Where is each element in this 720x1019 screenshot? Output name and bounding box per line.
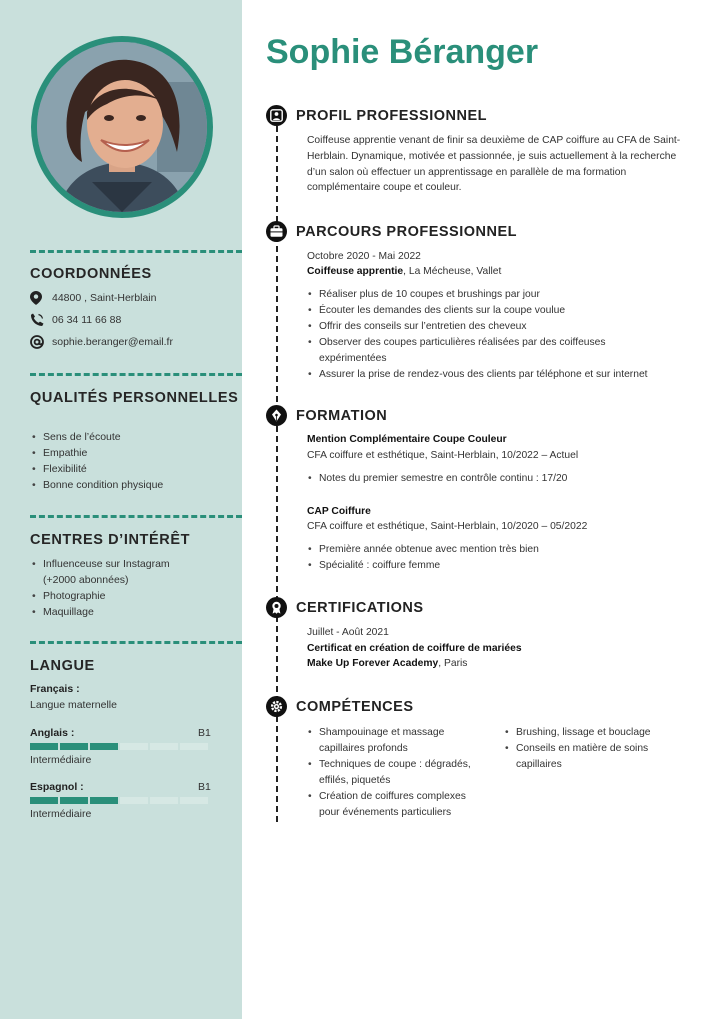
pen-nib-icon: [270, 409, 283, 422]
experience-heading: PARCOURS PROFESSIONNEL: [296, 224, 518, 240]
list-item: • Première année obtenue avec mention très bien: [307, 542, 539, 558]
list-item: • Techniques de coupe : dégradés,: [307, 757, 497, 773]
list-item: • Brushing, lissage et bouclage: [504, 725, 694, 741]
degree-school: CFA coiffure et esthétique, Saint-Herblain, 10/2020 – 05/2022: [307, 521, 588, 532]
level-segment-filled: [60, 797, 88, 804]
qualities-heading: QUALITÉS PERSONNELLES: [30, 390, 239, 406]
list-item: • Spécialité : coiffure femme: [307, 558, 539, 574]
certification-org: Make Up Forever Academy: [307, 658, 439, 669]
contact-heading: COORDONNÉES: [30, 266, 152, 282]
divider: [30, 250, 242, 253]
experience-role-line: [307, 266, 501, 277]
certification-name: Certificat en création de coiffure de mariées: [307, 643, 522, 654]
profile-photo-frame: [31, 36, 213, 218]
briefcase-icon: [270, 225, 283, 238]
list-item: • Observer des coupes particulières réalisées par des coiffeuses: [307, 335, 648, 351]
profile-text: Coiffeuse apprentie venant de finir sa deuxième de CAP coiffure au CFA de Saint-Herblain. Dynamique, motivée et passionnée, je suis actuellement à la recherche d’un salon où effectuer un apprentissage en parallèle de ma formation complémentaire coupe et couleur.: [307, 135, 681, 194]
level-segment-filled: [30, 797, 58, 804]
interests-list: [30, 556, 170, 620]
level-segment-empty: [150, 797, 178, 804]
list-item-continuation: (+2000 abonnées): [43, 574, 129, 586]
list-item: • Création de coiffures complexes: [307, 789, 497, 805]
address-item: [30, 291, 230, 305]
list-item: • Assurer la prise de rendez-vous des clients par téléphone et sur internet: [307, 367, 648, 383]
degree-title: CAP Coiffure: [307, 506, 371, 517]
level-segment-empty: [120, 797, 148, 804]
list-item: • Empathie: [30, 445, 163, 461]
certification-org-line: [307, 658, 467, 669]
language-cefr-level: B1: [198, 781, 211, 793]
degree-title: Mention Complémentaire Coupe Couleur: [307, 434, 507, 445]
profile-photo: [37, 42, 207, 212]
degree-school: CFA coiffure et esthétique, Saint-Herblain, 10/2022 – Actuel: [307, 450, 579, 461]
gear-icon: [270, 700, 283, 713]
list-item: • Shampouinage et massage: [307, 725, 497, 741]
list-item-continuation: effilés, piquetés: [319, 775, 391, 786]
section-icon: [266, 696, 287, 717]
experience-role: Coiffeuse apprentie: [307, 266, 404, 277]
user-icon: [270, 109, 283, 122]
skills-list-right: [504, 725, 694, 773]
phone-icon: [30, 313, 44, 327]
level-segment-empty: [120, 743, 148, 750]
phone-text: 06 34 11 66 88: [52, 314, 122, 326]
level-segment-filled: [30, 743, 58, 750]
email-item[interactable]: [30, 335, 230, 349]
section-icon: [266, 105, 287, 126]
list-item: • Maquillage: [30, 604, 170, 620]
language-level: Intermédiaire: [30, 754, 92, 766]
list-item: • Réaliser plus de 10 coupes et brushings par jour: [307, 287, 648, 303]
list-item: • Notes du premier semestre en contrôle continu : 17/20: [307, 471, 567, 487]
skills-heading: COMPÉTENCES: [296, 699, 414, 715]
email-text[interactable]: sophie.beranger@email.fr: [52, 336, 173, 348]
section-icon: [266, 405, 287, 426]
section-icon: [266, 221, 287, 242]
education-heading: FORMATION: [296, 408, 388, 424]
list-item: • Bonne condition physique: [30, 477, 163, 493]
interests-heading: CENTRES D’INTÉRÊT: [30, 532, 191, 548]
level-segment-filled: [90, 797, 118, 804]
award-icon: [270, 601, 283, 614]
list-item: • Sens de l’écoute: [30, 429, 163, 445]
list-item: • Flexibilité: [30, 461, 163, 477]
experience-tasks: [307, 287, 648, 383]
list-item-continuation: capillaires: [516, 759, 562, 770]
language-name: Espagnol :: [30, 781, 84, 793]
list-item: • Offrir des conseils sur l’entretien des cheveux: [307, 319, 648, 335]
list-item: • Conseils en matière de soins: [504, 741, 694, 757]
level-segment-empty: [180, 743, 208, 750]
language-name: Anglais :: [30, 727, 75, 739]
list-item-continuation: pour événements particuliers: [319, 807, 452, 818]
list-item-continuation: capillaires profonds: [319, 743, 408, 754]
language-name: Français :: [30, 683, 80, 695]
degree-notes: [307, 542, 539, 574]
skills-list-left: [307, 725, 497, 821]
language-heading: LANGUE: [30, 658, 95, 674]
level-segment-empty: [180, 797, 208, 804]
divider: [30, 373, 242, 376]
section-icon: [266, 597, 287, 618]
language-level: Intermédiaire: [30, 808, 92, 820]
profile-heading: PROFIL PROFESSIONNEL: [296, 108, 488, 124]
candidate-name: Sophie Béranger: [266, 33, 539, 71]
language-level: Langue maternelle: [30, 699, 117, 711]
list-item: • Photographie: [30, 588, 170, 604]
divider: [30, 641, 242, 644]
level-segment-empty: [150, 743, 178, 750]
certifications-heading: CERTIFICATIONS: [296, 600, 424, 616]
list-item: • Influenceuse sur Instagram: [30, 556, 170, 572]
language-cefr-level: B1: [198, 727, 211, 739]
sidebar: [0, 0, 242, 1019]
at-icon: [30, 335, 44, 349]
level-segment-filled: [90, 743, 118, 750]
divider: [30, 515, 242, 518]
list-item: • Écouter les demandes des clients sur la coupe voulue: [307, 303, 648, 319]
location-pin-icon: [30, 291, 42, 305]
experience-place: , La Mécheuse, Vallet: [403, 266, 502, 277]
certification-city: , Paris: [438, 658, 468, 669]
degree-notes: [307, 471, 567, 487]
list-item-continuation: expérimentées: [319, 353, 387, 364]
phone-item: [30, 313, 230, 327]
address-text: 44800 , Saint-Herblain: [52, 292, 157, 304]
qualities-list: [30, 429, 163, 493]
experience-date: Octobre 2020 - Mai 2022: [307, 251, 421, 262]
level-segment-filled: [60, 743, 88, 750]
certification-date: Juillet - Août 2021: [307, 627, 389, 638]
